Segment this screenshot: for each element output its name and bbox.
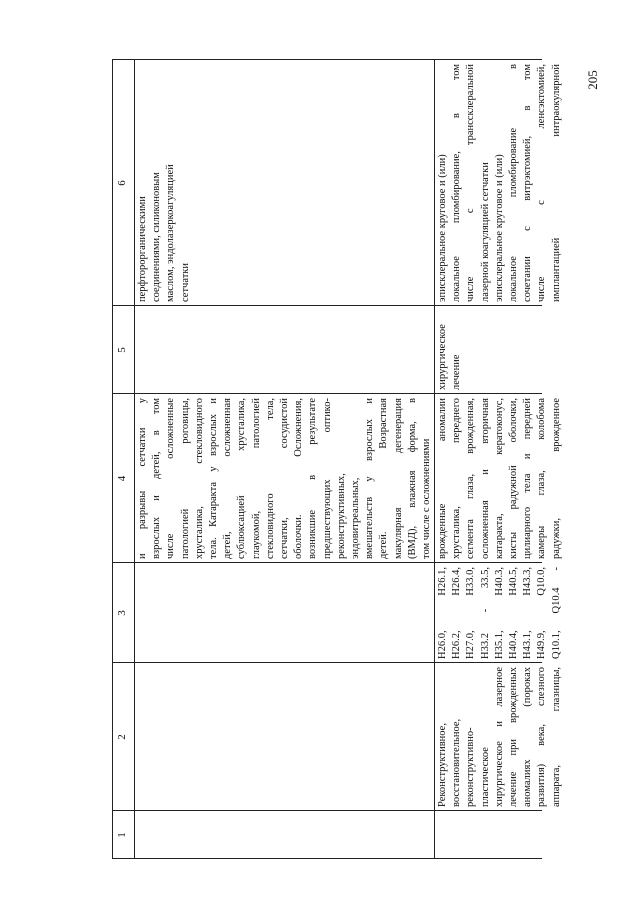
text-line: лечение при врожденных	[508, 667, 520, 807]
text-line: лазерной коагуляцией сетчатки	[479, 162, 491, 302]
text-line: взрослых и детей, в том	[151, 398, 163, 559]
text-line: вмешательств у взрослых и	[364, 398, 376, 559]
upper-row-col6-text	[136, 64, 193, 302]
text-line: сетчатки	[179, 262, 191, 302]
text-line: числе с транссклеральной	[465, 64, 477, 302]
text-line: эндовитреальных,	[350, 477, 362, 559]
text-line: эписклеральное круговое и (или)	[493, 154, 505, 302]
text-line: H26.2, H26.4,	[451, 567, 463, 659]
text-line: хрусталика, стекловидного	[193, 398, 205, 559]
column-divider-3-4	[112, 562, 542, 563]
lower-row-col5-text	[436, 310, 464, 390]
text-line: лечение	[451, 354, 463, 390]
table-border-top	[112, 59, 113, 859]
text-line: детей, осложненная	[222, 398, 234, 559]
text-line: предшествующих оптико-	[321, 398, 333, 559]
text-line: пластическое	[479, 747, 491, 807]
text-line: патологией роговицы,	[179, 398, 191, 559]
text-line: H26.0, H26.1,	[437, 567, 448, 659]
text-line: H49.9, Q10.0,	[536, 567, 548, 659]
text-line: сублюксацией хрусталика,	[236, 398, 248, 559]
text-line: H40.4, H40.5,	[508, 567, 520, 659]
text-line: камеры глаза, колобома	[536, 398, 548, 559]
text-line: врожденные аномалии	[437, 398, 448, 559]
text-line: оболочки. Осложнения,	[293, 398, 305, 559]
table-border-right	[112, 59, 542, 60]
text-line: возникшие в результате	[307, 398, 319, 559]
text-line: сегмента глаза, врожденная,	[465, 398, 477, 559]
text-line: хрусталика, переднего	[451, 398, 463, 559]
text-line: маслом, эндолазеркоагуляцией	[165, 164, 177, 302]
text-line: сетчатки, сосудистой	[279, 398, 291, 559]
text-line: реконструктивных,	[335, 473, 347, 559]
text-line: макулярная дегенерация	[392, 398, 404, 559]
lower-row-col3-codes	[436, 567, 564, 659]
column-divider-5-6	[112, 305, 542, 306]
column-number-6: 6	[116, 180, 128, 186]
text-line: цилиарного тела и передней	[522, 398, 534, 559]
text-line: локальное пломбирование, в том	[451, 64, 463, 302]
text-line: том числе с осложнениями	[421, 438, 433, 559]
text-line: имплантацией интраокулярной	[550, 64, 562, 302]
text-line: H43.1, H43.3,	[522, 567, 534, 659]
text-line: реконструктивно-	[465, 727, 477, 807]
text-line: развития) века, слезного	[536, 667, 548, 807]
text-line: хирургическое и лазерное	[493, 667, 505, 807]
text-line: и разрывы сетчатки у	[137, 398, 148, 559]
text-line: (ВМД), влажная форма, в	[406, 398, 418, 559]
column-number-3: 3	[116, 610, 128, 616]
text-line: перфторорганическими	[137, 196, 148, 302]
column-divider-2-3	[112, 662, 542, 663]
text-line: радужки, врожденное	[550, 398, 562, 559]
column-number-2: 2	[116, 734, 128, 740]
text-line: H33.2 - 33.5,	[479, 567, 491, 659]
lower-row-col6-text	[436, 64, 564, 302]
text-line: числе осложненные	[165, 398, 177, 559]
text-line: хирургическое	[437, 324, 448, 390]
column-divider-1-2	[112, 810, 542, 811]
text-line: аномалиях (пороках	[522, 667, 534, 807]
rotated-table	[112, 59, 562, 859]
text-line: стекловидного тела,	[264, 398, 276, 559]
text-line: соединениями, силиконовым	[151, 172, 163, 302]
text-line: восстановительное,	[451, 718, 463, 807]
text-line: детей. Возрастная	[378, 398, 390, 559]
column-number-4: 4	[116, 475, 128, 482]
text-line: Q10.1, Q10.4 -	[550, 567, 562, 659]
text-line: глаукомой, патологией	[250, 398, 262, 559]
header-row-divider	[134, 59, 135, 859]
upper-row-col4-text	[136, 398, 434, 559]
text-line: Реконструктивное,	[437, 723, 448, 807]
lower-row-col2-text	[436, 667, 564, 807]
text-line: эписклеральное круговое и (или)	[437, 154, 448, 302]
lower-row-col4-text	[436, 398, 564, 559]
text-line: тела. Катаракта у взрослых и	[208, 398, 220, 559]
text-line: H27.0, H33.0,	[465, 567, 477, 659]
text-line: числе с ленсэктомией,	[536, 64, 548, 302]
text-line: осложненная и вторичная	[479, 398, 491, 559]
text-line: катаракта, кератоконус,	[493, 398, 505, 559]
column-number-5: 5	[116, 347, 128, 353]
text-line: локальное пломбирование в	[508, 64, 520, 302]
text-line: аппарата, глазницы,	[550, 667, 562, 807]
column-number-1: 1	[116, 832, 128, 838]
text-line: H35.1, H40.3,	[493, 567, 505, 659]
page-number: 205	[585, 70, 600, 90]
text-line: сочетании с витрэктомией, в том	[522, 64, 534, 302]
column-divider-4-5	[112, 393, 542, 394]
text-line: кисты радужной оболочки,	[508, 398, 520, 559]
table-border-left	[112, 858, 542, 859]
